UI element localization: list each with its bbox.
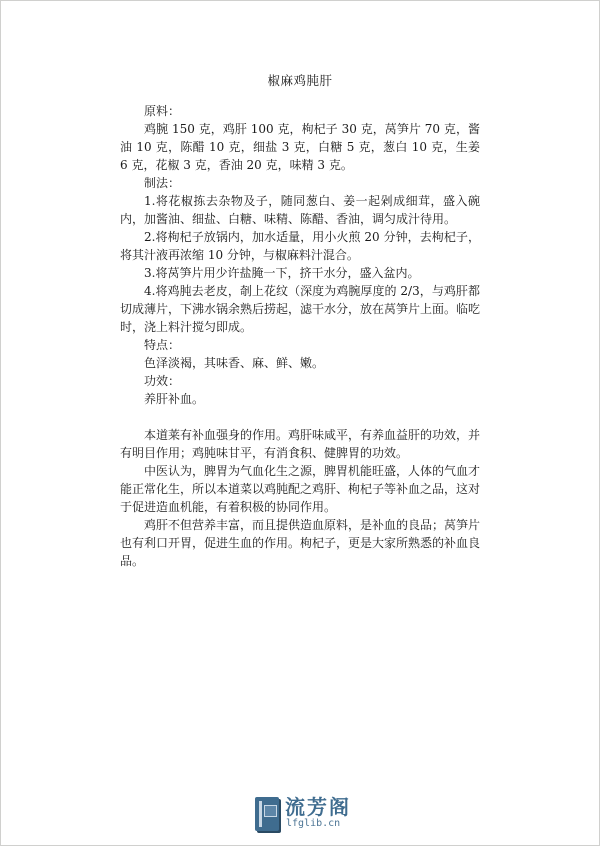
- site-watermark: [255, 795, 375, 835]
- ingredients-paragraph: 鸡腕 150 克，鸡肝 100 克，枸杞子 30 克，莴笋片 70 克，酱油 10 克，陈醋 10 克，细盐 3 克，白糖 5 克，葱白 10 克，生姜 6 克，花椒 3 克，香油 20 克，味精 3 克。: [120, 122, 480, 172]
- section-heading-method: 制法：: [144, 176, 181, 190]
- page-title: 椒麻鸡肫肝: [267, 73, 333, 88]
- note-paragraph: 鸡肝不但营养丰富，而且提供造血原料，是补血的良品；莴笋片也有利口开胃，促进生血的作用。枸杞子，更是大家所熟悉的补血良品。: [120, 518, 481, 568]
- recipe-body: [120, 102, 480, 570]
- note-paragraph: 中医认为，脾胃为气血化生之源，脾胃机能旺盛，人体的气血才能正常化生，所以本道菜以鸡肫配之鸡肝、枸杞子等补血之品，这对于促进造血机能，有着积极的协同作用。: [120, 464, 481, 514]
- paragraph-gap: [120, 408, 480, 426]
- section-heading-effects: 功效：: [144, 374, 181, 388]
- section-heading-features: 特点：: [144, 338, 181, 352]
- method-step-3: 3.将莴笋片用少许盐腌一下，挤干水分，盛入盆内。: [144, 266, 420, 280]
- watermark-site-url: lfglib.cn: [286, 818, 341, 829]
- book-logo-icon: [255, 797, 279, 831]
- watermark-site-name: 流芳阁: [285, 795, 351, 819]
- section-heading-ingredients: 原料：: [144, 104, 181, 118]
- method-step-1: 1.将花椒拣去杂物及子，随同葱白、姜一起剁成细茸，盛入碗内，加酱油、细盐、白糖、味精、陈醋、香油，调匀成汁待用。: [120, 194, 480, 226]
- note-paragraph: 本道莱有补血强身的作用。鸡肝味咸平，有养血益肝的功效，并有明目作用；鸡肫味甘平，有消食积、健脾胃的功效。: [120, 428, 481, 460]
- effects-paragraph: 养肝补血。: [144, 392, 205, 406]
- method-step-4: 4.将鸡肫去老皮，剞上花纹（深度为鸡腕厚度的 2/3，与鸡肝都切成薄片，下沸水锅余熟后捞起，滤干水分，放在莴笋片上面。临吃时，浇上料汁搅匀即成。: [120, 284, 481, 334]
- method-step-2: 2.将枸杞子放锅内，加水适量，用小火煎 20 分钟，去枸杞子，将其汁液再浓缩 10 分钟，与椒麻料汁混合。: [120, 230, 480, 262]
- features-paragraph: 色泽淡褐，其味香、麻、鲜、嫩。: [144, 356, 325, 370]
